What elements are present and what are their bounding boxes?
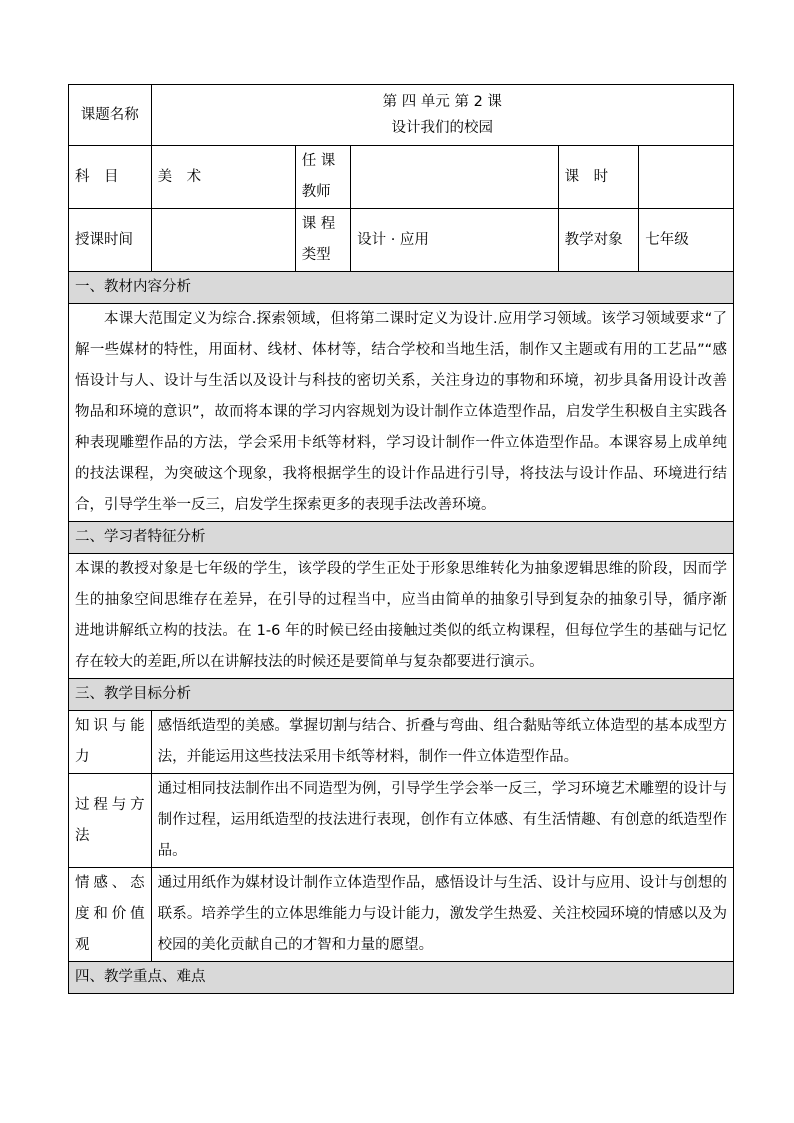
textbook-analysis-text: 本课大范围定义为综合.探索领域，但将第二课时定义为设计.应用学习领域。该学习领域要求“了解一些媒材的特性，用面材、线材、体材等，结合学校和当地生活，制作又主题或有用的工艺品”“感悟设计与人、设计与生活以及设计与科技的密切关系，关注身边的事物和环境，初步具备用设计改善物品和环境的意识”，故而将本课的学习内容规划为设计制作立体造型作品，启发学生积极自主实践各种表现雕塑作品的方法，学会采用卡纸等材料，学习设计制作一件立体造型作品。本课容易上成单纯的技法课程，为突破这个现象，我将根据学生的设计作品进行引导，将技法与设计作品、环境进行结合，引导学生举一反三，启发学生探索更多的表现手法改善环境。 (69, 304, 734, 522)
goal-label: 过程与方法 (69, 774, 152, 868)
lesson-title-cell (151, 85, 733, 146)
teacher-label (295, 146, 350, 209)
teaching-time-label: 授课时间 (69, 209, 152, 272)
goal-text: 感悟纸造型的美感。掌握切割与结合、折叠与弯曲、组合黏贴等纸立体造型的基本成型方法，并能运用这些技法采用卡纸等材料，制作一件立体造型作品。 (151, 711, 733, 774)
lesson-title: 设计我们的校园 (391, 120, 494, 136)
class-hours-value (639, 146, 734, 209)
teaching-target-label: 教学对象 (558, 209, 639, 272)
section-heading-row (69, 522, 734, 554)
course-type-label-line1: 课 程 (301, 216, 336, 232)
teaching-goals-heading: 三、教学目标分析 (69, 679, 734, 711)
goal-row (69, 868, 734, 962)
key-difficult-points-heading: 四、教学重点、难点 (69, 962, 734, 994)
teaching-time-value (151, 209, 295, 272)
learner-analysis-row (69, 554, 734, 679)
textbook-analysis-heading: 一、教材内容分析 (69, 272, 734, 304)
course-type-label (295, 209, 350, 272)
section-heading-row (69, 679, 734, 711)
course-type-value: 设计 · 应用 (351, 209, 559, 272)
lesson-plan-table (68, 84, 734, 994)
goal-text: 通过用纸作为媒材设计制作立体造型作品，感悟设计与生活、设计与应用、设计与创想的联系。培养学生的立体思维能力与设计能力，激发学生热爱、关注校园环境的情感以及为校园的美化贡献自己的才智和力量的愿望。 (151, 868, 733, 962)
goal-row (69, 774, 734, 868)
lesson-title-row (69, 85, 734, 146)
textbook-analysis-row (69, 304, 734, 522)
teaching-target-value: 七年级 (639, 209, 734, 272)
teacher-label-line2: 教师 (301, 184, 331, 200)
goal-label: 情感、态度和价值观 (69, 868, 152, 962)
class-hours-label: 课 时 (558, 146, 639, 209)
lesson-title-label: 课题名称 (69, 85, 152, 146)
unit-lesson-number: 第 四 单元 第 2 课 (382, 94, 502, 110)
subject-label: 科 目 (69, 146, 152, 209)
goal-label: 知识与能力 (69, 711, 152, 774)
section-heading-row (69, 272, 734, 304)
schedule-row (69, 209, 734, 272)
learner-analysis-text: 本课的教授对象是七年级的学生，该学段的学生正处于形象思维转化为抽象逻辑思维的阶段，因而学生的抽象空间思维存在差异，在引导的过程当中，应当由简单的抽象引导到复杂的抽象引导，循序渐进地讲解纸立构的技法。在 1-6 年的时候已经由接触过类似的纸立构课程，但每位学生的基础与记忆存在较大的差距,所以在讲解技法的时候还是要简单与复杂都要进行演示。 (69, 554, 734, 679)
subject-value: 美 术 (151, 146, 295, 209)
goal-row (69, 711, 734, 774)
teacher-label-line1: 任 课 (301, 153, 336, 169)
course-type-label-line2: 类型 (301, 247, 331, 263)
goal-text: 通过相同技法制作出不同造型为例，引导学生学会举一反三，学习环境艺术雕塑的设计与制作过程，运用纸造型的技法进行表现，创作有立体感、有生活情趣、有创意的纸造型作品。 (151, 774, 733, 868)
teacher-value (351, 146, 559, 209)
subject-row (69, 146, 734, 209)
learner-analysis-heading: 二、学习者特征分析 (69, 522, 734, 554)
section-heading-row (69, 962, 734, 994)
